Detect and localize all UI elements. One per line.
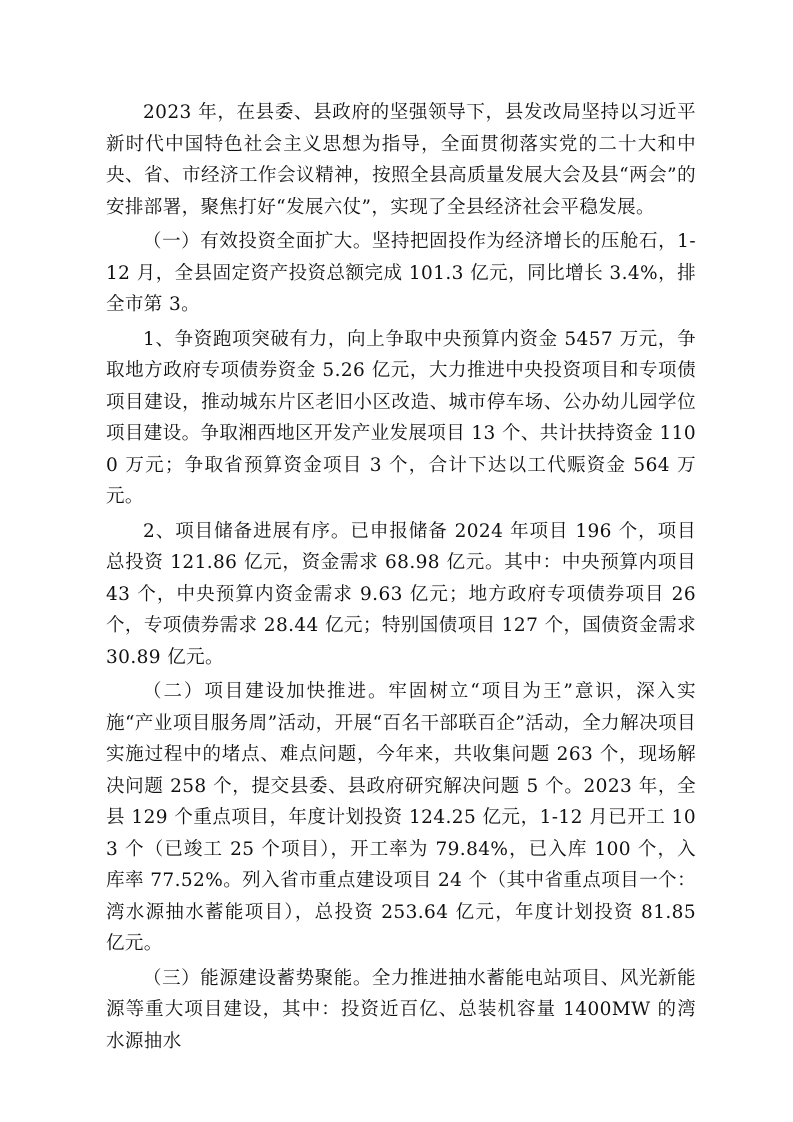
paragraph-item-2: 2、项目储备进展有序。已申报储备 2024 年项目 196 个，项目总投资 121.86 亿元，资金需求 68.98 亿元。其中：中央预算内项目 43 个，中央预算内资金需求 9.63 亿元；地方政府专项债券项目 26 个，专项债券需求 28.44 亿元；特别国债项目 127 个，国债资金需求 30.89 亿元。 [106, 520, 696, 668]
paragraph-section-2: （二）项目建设加快推进。牢固树立“项目为王”意识，深入实施“产业项目服务周”活动，开展“百名干部联百企”活动，全力解决项目实施过程中的堵点、难点问题，今年来，共收集问题 263 个，现场解决问题 258 个，提交县委、县政府研究解决问题 5 个。2023 年，全县 129 个重点项目，年度计划投资 124.25 亿元，1-12 月已开工 103 个（已竣工 25 个项目），开工率为 79.84%，已入库 100 个，入库率 77.52%。列入省市重点建设项目 24 个（其中省重点项目一个：湾水源抽水蓄能项目），总投资 253.64 亿元，年度计划投资 81.85 亿元。 [106, 681, 696, 954]
paragraph-section-1: （一）有效投资全面扩大。坚持把固投作为经济增长的压舱石，1-12 月，全县固定资产投资总额完成 101.3 亿元，同比增长 3.4%，排全市第 3。 [106, 231, 696, 315]
paragraph-intro: 2023 年，在县委、县政府的坚强领导下，县发改局坚持以习近平新时代中国特色社会主义思想为指导，全面贯彻落实党的二十大和中央、省、市经济工作会议精神，按照全县高质量发展大会及县“两会”的安排部署，聚焦打好“发展六仗”，实现了全县经济社会平稳发展。 [106, 102, 696, 218]
paragraph-section-3: （三）能源建设蓄势聚能。全力推进抽水蓄能电站项目、风光新能源等重大项目建设，其中：投资近百亿、总装机容量 1400MW 的湾水源抽水 [106, 967, 696, 1052]
paragraph-item-1: 1、争资跑项突破有力，向上争取中央预算内资金 5457 万元，争取地方政府专项债券资金 5.26 亿元，大力推进中央投资项目和专项债项目建设，推动城东片区老旧小区改造、城市停车场、公办幼儿园学位项目建设。争取湘西地区开发产业发展项目 13 个、共计扶持资金 1100 万元；争取省预算资金项目 3 个，合计下达以工代赈资金 564 万元。 [106, 328, 696, 507]
document-body [106, 97, 696, 1060]
